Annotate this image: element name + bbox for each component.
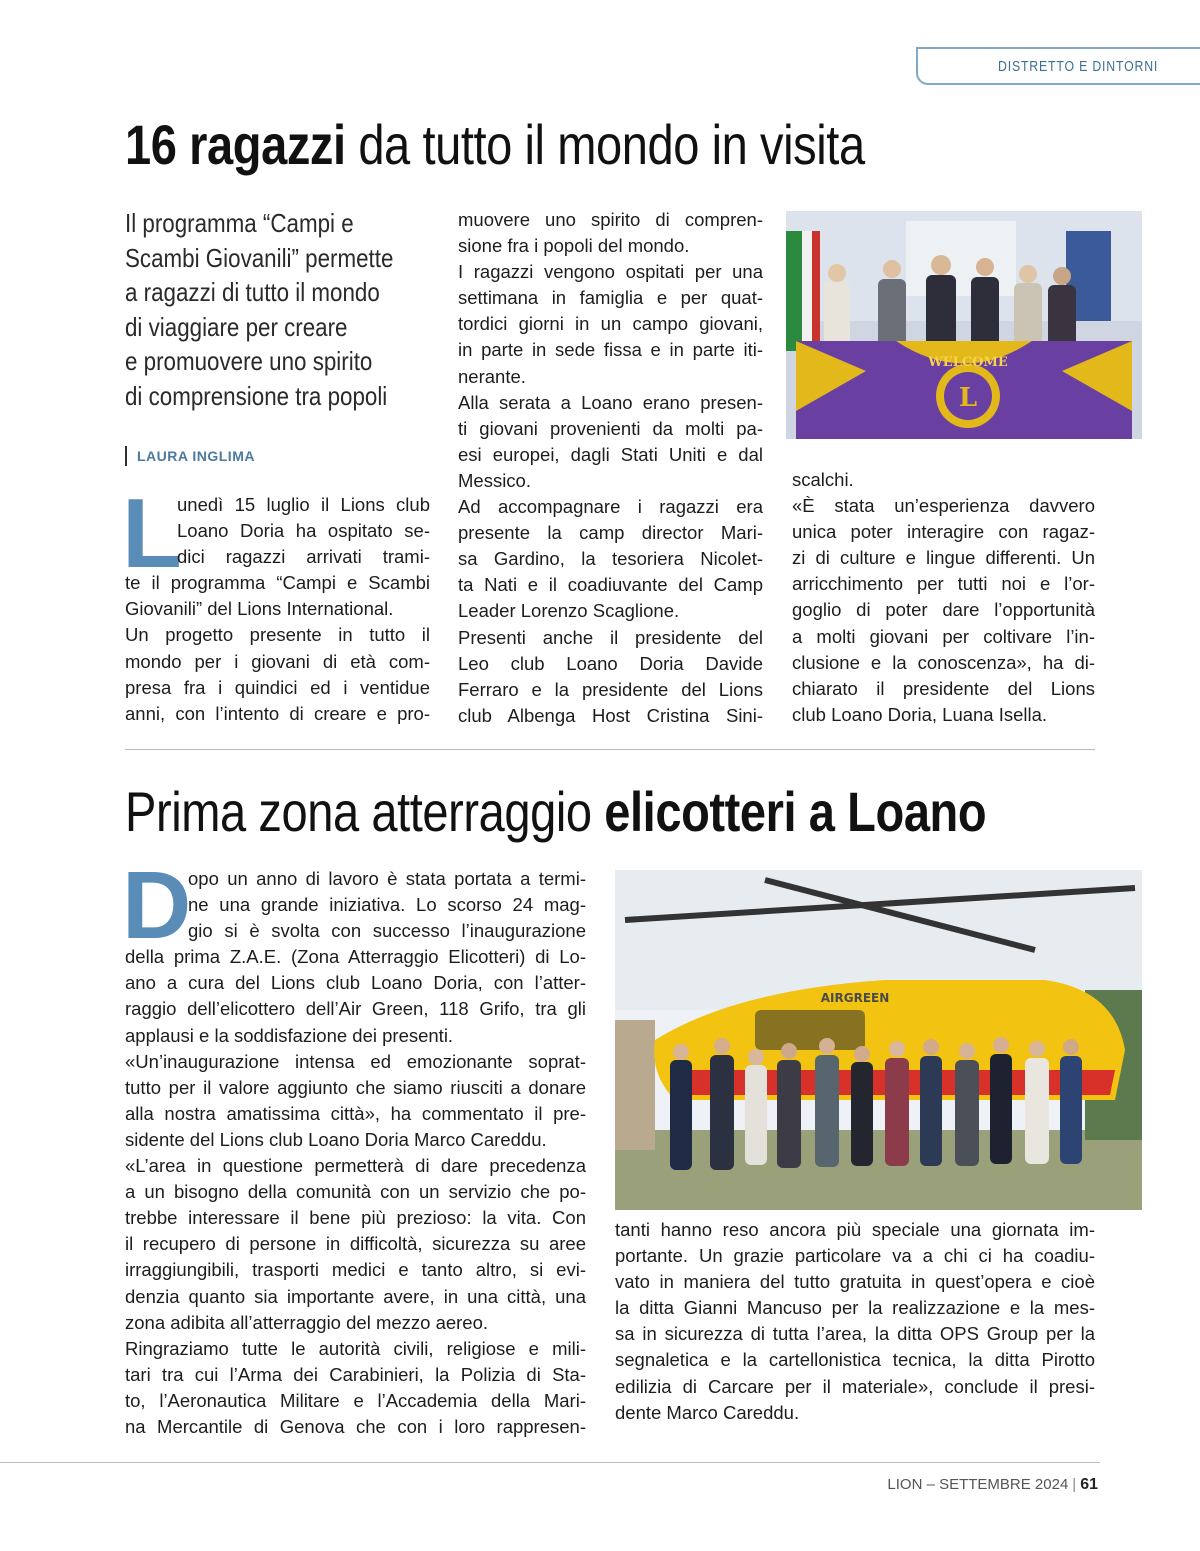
text-line: Presenti anche il presidente del xyxy=(458,626,763,648)
text-line: esi europei, dagli Stati Uniti e dal xyxy=(458,443,763,465)
section-label: DISTRETTO E DINTORNI xyxy=(998,58,1159,75)
text-line: ti giovani provenienti da molti pa- xyxy=(458,417,763,439)
svg-text:L: L xyxy=(958,383,978,413)
text-line: ne una grande iniziativa. Lo scorso 24 mag- xyxy=(188,894,586,916)
text-line: to, l’Aeronautica Militare e l’Accademia della Mari- xyxy=(125,1389,586,1411)
text-line: vato in maniera del tutto gratuita in quest’opera e cioè xyxy=(615,1271,1095,1293)
text-line: goglio di poter dare l’opportunità xyxy=(792,599,1095,621)
text-line: anni, con l’intento di creare e pro- xyxy=(125,702,430,724)
text-line: dici ragazzi arrivati trami- xyxy=(177,546,430,568)
author-name: LAURA INGLIMA xyxy=(137,448,255,464)
page-number: 61 xyxy=(1080,1476,1098,1493)
text-line: Leo club Loano Doria Davide xyxy=(458,652,763,674)
text-line: raggio dell’elicottero dell’Air Green, 118 Grifo, tra gli xyxy=(125,998,586,1020)
text-line: Giovanili” del Lions International. xyxy=(125,598,394,620)
article2-column-1 xyxy=(125,866,586,1440)
text-line: la ditta Gianni Mancuso per la realizzazione e la mes- xyxy=(615,1297,1095,1319)
text-line: portante. Un grazie particolare va a chi ci ha coadiu- xyxy=(615,1245,1095,1267)
text-line: muovere uno spirito di compren- xyxy=(458,209,763,230)
article1-column-3 xyxy=(792,467,1095,728)
article1-headline-bold: 16 ragazzi xyxy=(125,113,346,176)
text-line: mondo per i giovani di età com- xyxy=(125,650,430,672)
text-line: club Loano Doria, Luana Isella. xyxy=(792,703,1048,725)
author-byline xyxy=(125,446,255,466)
text-line: scalchi. xyxy=(792,469,854,490)
article1-headline xyxy=(125,114,865,176)
subhead-line: di comprensione tra popoli xyxy=(125,380,388,411)
text-line: «Un’inaugurazione intensa ed emozionante soprat- xyxy=(125,1050,586,1072)
magazine-issue: LION – SETTEMBRE 2024 xyxy=(887,1476,1069,1493)
text-line: tari tra cui l’Arma dei Carabinieri, la Polizia di Sta- xyxy=(125,1363,586,1385)
text-line: sione fra i popoli del mondo. xyxy=(458,235,690,257)
text-line: arricchimento per tutti noi e l’or- xyxy=(792,573,1095,595)
article2-headline xyxy=(125,781,986,843)
text-line: Loano Doria ha ospitato se- xyxy=(177,520,430,542)
article2-headline-rest: Prima zona atterraggio xyxy=(125,780,605,843)
page-footer xyxy=(887,1476,1098,1494)
text-line: ta Nati e il coadiuvante del Camp xyxy=(458,574,763,596)
article1-headline-rest: da tutto il mondo in visita xyxy=(345,113,865,176)
text-line: tordici giorni in un campo giovani, xyxy=(458,313,763,335)
article2-column-2 xyxy=(615,1217,1095,1426)
text-line: nerante. xyxy=(458,365,526,387)
text-line: chiarato il presidente del Lions xyxy=(792,677,1095,699)
text-line: zi di culture e lingue differenti. Un xyxy=(792,547,1095,569)
article1-column-2 xyxy=(458,207,763,729)
text-line: sa Gardino, la tesoriera Nicolet- xyxy=(458,548,763,570)
text-line: trebbe interessare il bene più prezioso: la vita. Con xyxy=(125,1207,586,1229)
text-line: a un bisogno della comunità con un servizio che po- xyxy=(125,1181,586,1203)
text-line: irraggiungibili, trasporti medici e tanto altro, si evi- xyxy=(125,1259,586,1281)
text-line: I ragazzi vengono ospitati per una xyxy=(458,261,763,283)
text-line: sa in sicurezza di tutta l’area, la ditta OPS Group per la xyxy=(615,1323,1095,1345)
lions-meeting-photo xyxy=(786,211,1142,439)
subhead-line: a ragazzi di tutto il mondo xyxy=(125,277,380,307)
text-line: Ferraro e la presidente del Lions xyxy=(458,678,763,700)
text-line: unedì 15 luglio il Lions club xyxy=(177,494,430,515)
text-line: tanti hanno reso ancora più speciale una giornata im- xyxy=(615,1219,1095,1240)
welcome-banner-text: WELCOME xyxy=(928,355,1008,370)
article-divider xyxy=(125,749,1095,750)
text-line: «È stata un’esperienza davvero xyxy=(792,495,1095,517)
text-line: unica poter interagire con ragaz- xyxy=(792,521,1095,543)
footer-divider xyxy=(0,1462,1100,1463)
article2-headline-bold: elicotteri a Loano xyxy=(604,780,987,843)
text-line: alla nostra amatissima città», ha commentato il pre- xyxy=(125,1102,586,1124)
article1-subhead xyxy=(125,206,409,413)
text-line: sidente del Lions club Loano Doria Marco Careddu. xyxy=(125,1128,547,1150)
text-line: Leader Lorenzo Scaglione. xyxy=(458,600,680,622)
text-line: zona adibita all’atterraggio del mezzo aereo. xyxy=(125,1311,489,1333)
text-line: na Mercantile di Genova che con i loro rappresen- xyxy=(125,1415,586,1437)
subhead-line: Scambi Giovanili” permette xyxy=(125,242,394,273)
text-line: presa fra i quindici ed i ventidue xyxy=(125,676,430,698)
subhead-line: Il programma “Campi e xyxy=(125,208,354,238)
text-line: segnaletica e la cartellonistica tecnica, la ditta Pirotto xyxy=(615,1349,1095,1371)
text-line: «L’area in questione permetterà di dare precedenza xyxy=(125,1155,586,1177)
text-line: Un progetto presente in tutto il xyxy=(125,624,430,646)
dropcap: L xyxy=(122,478,182,588)
text-line: Ad accompagnare i ragazzi era xyxy=(458,496,763,518)
text-line: gio si è svolta con successo l’inaugurazione xyxy=(188,920,586,942)
text-line: te il programma “Campi e Scambi xyxy=(125,572,430,594)
text-line: club Albenga Host Cristina Sini- xyxy=(458,704,763,726)
text-line: dente Marco Careddu. xyxy=(615,1401,800,1423)
section-tab xyxy=(916,47,1200,85)
text-line: clusione e la conoscenza», ha di- xyxy=(792,651,1095,673)
text-line: opo un anno di lavoro è stata portata a termi- xyxy=(188,868,586,889)
helicopter-group-photo xyxy=(615,870,1142,1210)
dropcap: D xyxy=(122,852,192,959)
text-line: in parte in sede fissa e in parte iti- xyxy=(458,339,763,361)
helicopter-livery-text: AIRGREEN xyxy=(820,991,890,1005)
article1-column-1 xyxy=(125,492,430,727)
text-line: applausi e la soddisfazione dei presenti. xyxy=(125,1024,454,1046)
text-line: Messico. xyxy=(458,469,531,491)
text-line: presente la camp director Mari- xyxy=(458,522,763,544)
text-line: della prima Z.A.E. (Zona Atterraggio Elicotteri) di Lo- xyxy=(125,946,586,968)
text-line: a molti giovani per coltivare l’in- xyxy=(792,625,1095,647)
text-line: settimana in famiglia e per quat- xyxy=(458,287,763,309)
subhead-line: e promuovere uno spirito xyxy=(125,346,373,376)
text-line: denzia quanto sia importante avere, in una città, una xyxy=(125,1285,586,1307)
subhead-line: di viaggiare per creare xyxy=(125,311,348,342)
text-line: tutto per il valore aggiunto che siamo riusciti a donare xyxy=(125,1076,586,1098)
footer-separator: | xyxy=(1072,1476,1077,1493)
text-line: Alla serata a Loano erano presen- xyxy=(458,391,763,413)
text-line: il recupero di persone in difficoltà, sicurezza su aree xyxy=(125,1233,586,1255)
text-line: edilizia di Carcare per il materiale», conclude il presi- xyxy=(615,1375,1095,1397)
text-line: Ringraziamo tutte le autorità civili, religiose e mili- xyxy=(125,1337,586,1359)
text-line: ano a cura del Lions club Loano Doria, con l’atter- xyxy=(125,972,586,994)
